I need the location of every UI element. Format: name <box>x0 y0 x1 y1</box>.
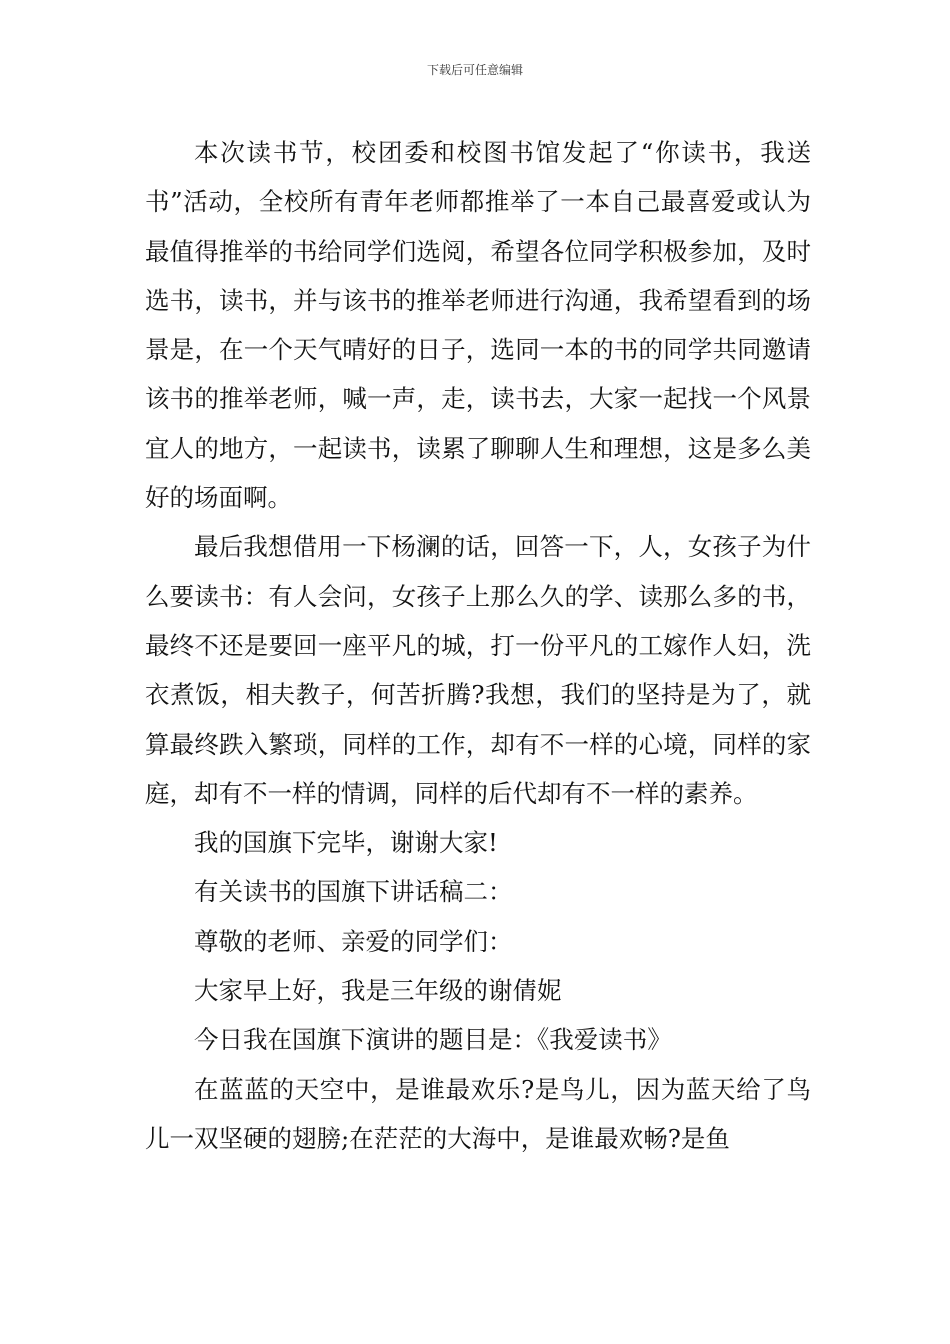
paragraph-speech-topic: 今日我在国旗下演讲的题目是：《我爱读书》 <box>194 1025 672 1055</box>
page-header: 下载后可任意编辑 <box>426 63 523 77</box>
document-body <box>145 128 811 1163</box>
paragraph-closing-thanks: 我的国旗下完毕，谢谢大家! <box>194 828 498 858</box>
paragraph-blue-sky: 在蓝蓝的天空中，是谁最欢乐?是鸟儿，因为蓝天给了鸟儿一双坚硬的翅膀;在茫茫的大海中，是谁最欢畅?是鱼 <box>145 1074 811 1153</box>
paragraph-greeting: 大家早上好，我是三年级的谢倩妮 <box>194 976 562 1006</box>
paragraph-salutation: 尊敬的老师、亲爱的同学们： <box>194 926 513 956</box>
paragraph-yang-lan-quote: 最后我想借用一下杨澜的话，回答一下，人，女孩子为什么要读书：有人会问，女孩子上那么久的学、读那么多的书，最终不还是要回一座平凡的城，打一份平凡的工嫁作人妇，洗衣煮饭，相夫教子，何苦折腾?我想，我们的坚持是为了，就算最终跌入繁琐，同样的工作，却有不一样的心境，同样的家庭，却有不一样的情调，同样的后代却有不一样的素养。 <box>145 532 811 808</box>
paragraph-reading-festival: 本次读书节，校团委和校图书馆发起了“你读书，我送书”活动，全校所有青年老师都推举了一本自己最喜爱或认为最值得推举的书给同学们选阅，希望各位同学积极参加，及时选书，读书，并与该书的推举老师进行沟通，我希望看到的场景是，在一个天气晴好的日子，选同一本的书的同学共同邀请该书的推举老师，喊一声，走，读书去，大家一起找一个风景宜人的地方，一起读书，读累了聊聊人生和理想，这是多么美好的场面啊。 <box>145 138 811 513</box>
paragraph-speech-two-title: 有关读书的国旗下讲话稿二： <box>194 877 513 907</box>
